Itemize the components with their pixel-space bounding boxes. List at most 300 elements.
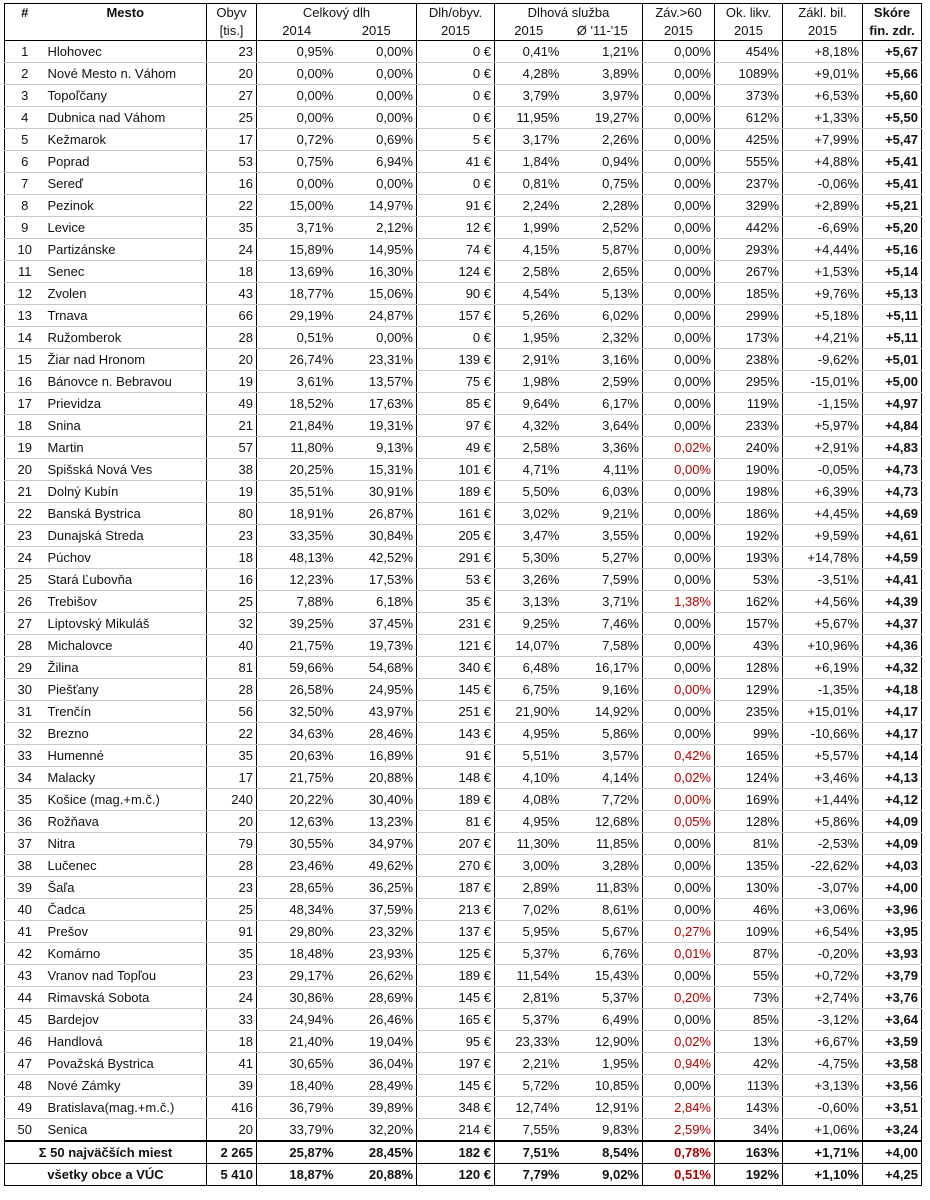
table-row bbox=[5, 789, 922, 811]
score: +4,84 bbox=[863, 415, 922, 437]
overdue-60: 1,38% bbox=[643, 591, 715, 613]
debt-per-capita: 81 € bbox=[417, 811, 495, 833]
score: +5,47 bbox=[863, 129, 922, 151]
debt-service-2015: 2,21% bbox=[495, 1053, 563, 1075]
score: +5,66 bbox=[863, 63, 922, 85]
basic-balance: +4,21% bbox=[783, 327, 863, 349]
city-name: Ružomberok bbox=[45, 327, 207, 349]
basic-balance: -10,66% bbox=[783, 723, 863, 745]
overdue-60: 0,00% bbox=[643, 41, 715, 63]
overdue-60: 0,00% bbox=[643, 371, 715, 393]
debt-2015: 26,46% bbox=[337, 1009, 417, 1031]
liquidity: 185% bbox=[715, 283, 783, 305]
debt-per-capita: 74 € bbox=[417, 239, 495, 261]
debt-service-2015: 11,30% bbox=[495, 833, 563, 855]
debt-2015: 28,49% bbox=[337, 1075, 417, 1097]
score: +3,59 bbox=[863, 1031, 922, 1053]
table-row bbox=[5, 1119, 922, 1142]
basic-balance: +2,74% bbox=[783, 987, 863, 1009]
table-row bbox=[5, 239, 922, 261]
score: +4,18 bbox=[863, 679, 922, 701]
debt-service-avg: 12,91% bbox=[563, 1097, 643, 1119]
liquidity: 329% bbox=[715, 195, 783, 217]
debt-per-capita: 120 € bbox=[417, 1164, 495, 1186]
debt-service-2015: 4,08% bbox=[495, 789, 563, 811]
liquidity: 267% bbox=[715, 261, 783, 283]
score: +5,16 bbox=[863, 239, 922, 261]
population: 28 bbox=[207, 327, 257, 349]
debt-per-capita: 145 € bbox=[417, 679, 495, 701]
debt-service-avg: 7,59% bbox=[563, 569, 643, 591]
debt-2014: 26,74% bbox=[257, 349, 337, 371]
liquidity: 173% bbox=[715, 327, 783, 349]
debt-service-2015: 0,81% bbox=[495, 173, 563, 195]
debt-2015: 24,95% bbox=[337, 679, 417, 701]
debt-2014: 18,77% bbox=[257, 283, 337, 305]
rank: 1 bbox=[5, 41, 45, 63]
debt-per-capita: 251 € bbox=[417, 701, 495, 723]
score: +5,67 bbox=[863, 41, 922, 63]
debt-service-avg: 5,27% bbox=[563, 547, 643, 569]
debt-service-avg: 7,46% bbox=[563, 613, 643, 635]
basic-balance: -15,01% bbox=[783, 371, 863, 393]
debt-2014: 18,48% bbox=[257, 943, 337, 965]
debt-2015: 2,12% bbox=[337, 217, 417, 239]
header-cell: 2015 bbox=[337, 22, 417, 41]
liquidity: 235% bbox=[715, 701, 783, 723]
liquidity: 169% bbox=[715, 789, 783, 811]
population: 16 bbox=[207, 569, 257, 591]
rank: 11 bbox=[5, 261, 45, 283]
population: 22 bbox=[207, 195, 257, 217]
liquidity: 128% bbox=[715, 811, 783, 833]
table-row bbox=[5, 613, 922, 635]
debt-2015: 6,94% bbox=[337, 151, 417, 173]
city-name: Zvolen bbox=[45, 283, 207, 305]
debt-2015: 20,88% bbox=[337, 767, 417, 789]
city-name: Žiar nad Hronom bbox=[45, 349, 207, 371]
debt-2015: 49,62% bbox=[337, 855, 417, 877]
rank: 17 bbox=[5, 393, 45, 415]
population: 39 bbox=[207, 1075, 257, 1097]
debt-service-2015: 11,95% bbox=[495, 107, 563, 129]
liquidity: 163% bbox=[715, 1141, 783, 1164]
debt-2014: 15,89% bbox=[257, 239, 337, 261]
debt-2014: 21,84% bbox=[257, 415, 337, 437]
debt-service-avg: 12,90% bbox=[563, 1031, 643, 1053]
overdue-60: 0,00% bbox=[643, 789, 715, 811]
header-cell: Záv.>60 bbox=[643, 4, 715, 23]
city-name: Handlová bbox=[45, 1031, 207, 1053]
city-name: Košice (mag.+m.č.) bbox=[45, 789, 207, 811]
debt-service-avg: 14,92% bbox=[563, 701, 643, 723]
debt-service-2015: 3,47% bbox=[495, 525, 563, 547]
rank: 37 bbox=[5, 833, 45, 855]
header-cell: Dlh/obyv. bbox=[417, 4, 495, 23]
population: 49 bbox=[207, 393, 257, 415]
overdue-60: 0,00% bbox=[643, 349, 715, 371]
debt-service-2015: 12,74% bbox=[495, 1097, 563, 1119]
debt-service-2015: 7,02% bbox=[495, 899, 563, 921]
score: +4,00 bbox=[863, 877, 922, 899]
rank: 30 bbox=[5, 679, 45, 701]
overdue-60: 0,00% bbox=[643, 723, 715, 745]
rank: 41 bbox=[5, 921, 45, 943]
debt-service-avg: 5,37% bbox=[563, 987, 643, 1009]
rank: 33 bbox=[5, 745, 45, 767]
debt-service-2015: 5,95% bbox=[495, 921, 563, 943]
basic-balance: +6,19% bbox=[783, 657, 863, 679]
rank: 7 bbox=[5, 173, 45, 195]
header-cell: 2015 bbox=[417, 22, 495, 41]
summary-row bbox=[5, 1164, 922, 1186]
debt-service-avg: 6,17% bbox=[563, 393, 643, 415]
debt-service-avg: 3,16% bbox=[563, 349, 643, 371]
city-name: Rimavská Sobota bbox=[45, 987, 207, 1009]
basic-balance: +2,89% bbox=[783, 195, 863, 217]
table-row bbox=[5, 701, 922, 723]
overdue-60: 0,00% bbox=[643, 613, 715, 635]
population: 20 bbox=[207, 811, 257, 833]
population: 35 bbox=[207, 217, 257, 239]
score: +4,97 bbox=[863, 393, 922, 415]
debt-2015: 23,31% bbox=[337, 349, 417, 371]
table-row bbox=[5, 437, 922, 459]
basic-balance: +4,45% bbox=[783, 503, 863, 525]
liquidity: 237% bbox=[715, 173, 783, 195]
city-name: Bratislava(mag.+m.č.) bbox=[45, 1097, 207, 1119]
basic-balance: -22,62% bbox=[783, 855, 863, 877]
table-row bbox=[5, 415, 922, 437]
liquidity: 119% bbox=[715, 393, 783, 415]
city-name: Púchov bbox=[45, 547, 207, 569]
debt-2014: 18,87% bbox=[257, 1164, 337, 1186]
liquidity: 124% bbox=[715, 767, 783, 789]
table-row bbox=[5, 151, 922, 173]
debt-2014: 0,95% bbox=[257, 41, 337, 63]
score: +3,96 bbox=[863, 899, 922, 921]
rank: 46 bbox=[5, 1031, 45, 1053]
population: 40 bbox=[207, 635, 257, 657]
rank: 3 bbox=[5, 85, 45, 107]
debt-service-2015: 4,71% bbox=[495, 459, 563, 481]
table-row bbox=[5, 305, 922, 327]
debt-per-capita: 5 € bbox=[417, 129, 495, 151]
population: 53 bbox=[207, 151, 257, 173]
table-row bbox=[5, 767, 922, 789]
debt-service-2015: 2,24% bbox=[495, 195, 563, 217]
debt-2015: 39,89% bbox=[337, 1097, 417, 1119]
rank: 16 bbox=[5, 371, 45, 393]
debt-service-avg: 3,64% bbox=[563, 415, 643, 437]
overdue-60: 2,84% bbox=[643, 1097, 715, 1119]
debt-2014: 33,35% bbox=[257, 525, 337, 547]
debt-service-2015: 23,33% bbox=[495, 1031, 563, 1053]
basic-balance: +0,72% bbox=[783, 965, 863, 987]
score: +4,09 bbox=[863, 833, 922, 855]
population: 23 bbox=[207, 877, 257, 899]
debt-service-2015: 4,32% bbox=[495, 415, 563, 437]
overdue-60: 0,00% bbox=[643, 283, 715, 305]
debt-per-capita: 145 € bbox=[417, 987, 495, 1009]
liquidity: 373% bbox=[715, 85, 783, 107]
table-row bbox=[5, 1075, 922, 1097]
debt-2014: 21,75% bbox=[257, 635, 337, 657]
header-cell: 2015 bbox=[715, 22, 783, 41]
score: +4,59 bbox=[863, 547, 922, 569]
city-name: Spišská Nová Ves bbox=[45, 459, 207, 481]
debt-service-avg: 6,03% bbox=[563, 481, 643, 503]
overdue-60: 0,00% bbox=[643, 415, 715, 437]
debt-service-avg: 7,72% bbox=[563, 789, 643, 811]
rank: 6 bbox=[5, 151, 45, 173]
debt-service-avg: 3,89% bbox=[563, 63, 643, 85]
debt-per-capita: 91 € bbox=[417, 195, 495, 217]
debt-2014: 23,46% bbox=[257, 855, 337, 877]
table-row bbox=[5, 481, 922, 503]
debt-service-2015: 3,17% bbox=[495, 129, 563, 151]
table-row bbox=[5, 547, 922, 569]
debt-2014: 0,00% bbox=[257, 173, 337, 195]
basic-balance: +1,33% bbox=[783, 107, 863, 129]
debt-2015: 14,97% bbox=[337, 195, 417, 217]
city-name: Stará Ľubovňa bbox=[45, 569, 207, 591]
debt-2015: 15,06% bbox=[337, 283, 417, 305]
overdue-60: 0,00% bbox=[643, 195, 715, 217]
table-row bbox=[5, 965, 922, 987]
debt-service-avg: 16,17% bbox=[563, 657, 643, 679]
debt-2015: 26,62% bbox=[337, 965, 417, 987]
overdue-60: 0,00% bbox=[643, 701, 715, 723]
debt-2014: 20,22% bbox=[257, 789, 337, 811]
basic-balance: -0,05% bbox=[783, 459, 863, 481]
debt-2014: 18,91% bbox=[257, 503, 337, 525]
header-cell: Skóre bbox=[863, 4, 922, 23]
liquidity: 34% bbox=[715, 1119, 783, 1142]
city-name: Prievidza bbox=[45, 393, 207, 415]
debt-service-2015: 1,84% bbox=[495, 151, 563, 173]
header-cell bbox=[5, 22, 45, 41]
table-row bbox=[5, 261, 922, 283]
rank: 14 bbox=[5, 327, 45, 349]
debt-2014: 30,86% bbox=[257, 987, 337, 1009]
debt-service-2015: 2,89% bbox=[495, 877, 563, 899]
liquidity: 186% bbox=[715, 503, 783, 525]
debt-service-avg: 3,28% bbox=[563, 855, 643, 877]
city-name: Prešov bbox=[45, 921, 207, 943]
basic-balance: -0,06% bbox=[783, 173, 863, 195]
rank: 42 bbox=[5, 943, 45, 965]
liquidity: 193% bbox=[715, 547, 783, 569]
score: +3,51 bbox=[863, 1097, 922, 1119]
overdue-60: 0,00% bbox=[643, 547, 715, 569]
debt-service-2015: 0,41% bbox=[495, 41, 563, 63]
liquidity: 192% bbox=[715, 525, 783, 547]
debt-service-2015: 2,81% bbox=[495, 987, 563, 1009]
debt-2015: 42,52% bbox=[337, 547, 417, 569]
basic-balance: +5,57% bbox=[783, 745, 863, 767]
debt-2015: 54,68% bbox=[337, 657, 417, 679]
table-row bbox=[5, 283, 922, 305]
city-name: Hlohovec bbox=[45, 41, 207, 63]
debt-2014: 28,65% bbox=[257, 877, 337, 899]
table-row bbox=[5, 921, 922, 943]
header-cell: 2015 bbox=[643, 22, 715, 41]
header-cell: Obyv bbox=[207, 4, 257, 23]
population: 81 bbox=[207, 657, 257, 679]
debt-2015: 36,04% bbox=[337, 1053, 417, 1075]
debt-per-capita: 101 € bbox=[417, 459, 495, 481]
table-body bbox=[5, 41, 922, 1142]
debt-service-avg: 11,83% bbox=[563, 877, 643, 899]
population: 80 bbox=[207, 503, 257, 525]
score: +5,21 bbox=[863, 195, 922, 217]
overdue-60: 0,00% bbox=[643, 899, 715, 921]
debt-2015: 15,31% bbox=[337, 459, 417, 481]
debt-service-avg: 3,97% bbox=[563, 85, 643, 107]
liquidity: 81% bbox=[715, 833, 783, 855]
debt-2015: 0,00% bbox=[337, 107, 417, 129]
debt-2015: 24,87% bbox=[337, 305, 417, 327]
rank: 23 bbox=[5, 525, 45, 547]
liquidity: 299% bbox=[715, 305, 783, 327]
city-name: Čadca bbox=[45, 899, 207, 921]
overdue-60: 0,00% bbox=[643, 261, 715, 283]
overdue-60: 0,00% bbox=[643, 173, 715, 195]
city-name: Pezinok bbox=[45, 195, 207, 217]
debt-service-avg: 19,27% bbox=[563, 107, 643, 129]
score: +4,41 bbox=[863, 569, 922, 591]
summary-row bbox=[5, 1141, 922, 1164]
debt-2015: 23,32% bbox=[337, 921, 417, 943]
score: +5,41 bbox=[863, 151, 922, 173]
debt-per-capita: 205 € bbox=[417, 525, 495, 547]
basic-balance: -4,75% bbox=[783, 1053, 863, 1075]
city-name: Šaľa bbox=[45, 877, 207, 899]
debt-2014: 18,52% bbox=[257, 393, 337, 415]
table-row bbox=[5, 679, 922, 701]
debt-2015: 6,18% bbox=[337, 591, 417, 613]
basic-balance: -3,07% bbox=[783, 877, 863, 899]
debt-2014: 15,00% bbox=[257, 195, 337, 217]
debt-service-avg: 15,43% bbox=[563, 965, 643, 987]
city-name: Rožňava bbox=[45, 811, 207, 833]
city-name: Humenné bbox=[45, 745, 207, 767]
debt-service-2015: 4,95% bbox=[495, 723, 563, 745]
basic-balance: +8,18% bbox=[783, 41, 863, 63]
debt-per-capita: 189 € bbox=[417, 965, 495, 987]
table-row bbox=[5, 393, 922, 415]
city-name: Partizánske bbox=[45, 239, 207, 261]
basic-balance: +5,97% bbox=[783, 415, 863, 437]
basic-balance: +5,86% bbox=[783, 811, 863, 833]
debt-2015: 0,00% bbox=[337, 63, 417, 85]
table-row bbox=[5, 1097, 922, 1119]
table-row bbox=[5, 85, 922, 107]
population: 18 bbox=[207, 261, 257, 283]
debt-2014: 20,63% bbox=[257, 745, 337, 767]
rank: 24 bbox=[5, 547, 45, 569]
debt-2014: 0,75% bbox=[257, 151, 337, 173]
debt-per-capita: 189 € bbox=[417, 789, 495, 811]
rank: 5 bbox=[5, 129, 45, 151]
overdue-60: 0,00% bbox=[643, 481, 715, 503]
debt-service-avg: 9,83% bbox=[563, 1119, 643, 1142]
debt-2015: 13,23% bbox=[337, 811, 417, 833]
debt-service-avg: 2,65% bbox=[563, 261, 643, 283]
liquidity: 1089% bbox=[715, 63, 783, 85]
liquidity: 53% bbox=[715, 569, 783, 591]
score: +5,60 bbox=[863, 85, 922, 107]
rank: 25 bbox=[5, 569, 45, 591]
debt-per-capita: 148 € bbox=[417, 767, 495, 789]
liquidity: 43% bbox=[715, 635, 783, 657]
city-name: Nové Zámky bbox=[45, 1075, 207, 1097]
city-name: Bardejov bbox=[45, 1009, 207, 1031]
score: +4,39 bbox=[863, 591, 922, 613]
debt-2014: 32,50% bbox=[257, 701, 337, 723]
score: +4,17 bbox=[863, 701, 922, 723]
rank: 44 bbox=[5, 987, 45, 1009]
basic-balance: +1,44% bbox=[783, 789, 863, 811]
population: 57 bbox=[207, 437, 257, 459]
basic-balance: +5,18% bbox=[783, 305, 863, 327]
debt-2014: 0,00% bbox=[257, 63, 337, 85]
table-row bbox=[5, 217, 922, 239]
liquidity: 42% bbox=[715, 1053, 783, 1075]
population: 23 bbox=[207, 525, 257, 547]
debt-2014: 39,25% bbox=[257, 613, 337, 635]
population: 20 bbox=[207, 349, 257, 371]
score: +3,79 bbox=[863, 965, 922, 987]
rank: 32 bbox=[5, 723, 45, 745]
debt-service-2015: 1,98% bbox=[495, 371, 563, 393]
score: +4,09 bbox=[863, 811, 922, 833]
debt-per-capita: 125 € bbox=[417, 943, 495, 965]
debt-per-capita: 143 € bbox=[417, 723, 495, 745]
overdue-60: 0,78% bbox=[643, 1141, 715, 1164]
debt-2015: 30,91% bbox=[337, 481, 417, 503]
debt-2014: 33,79% bbox=[257, 1119, 337, 1142]
overdue-60: 0,00% bbox=[643, 503, 715, 525]
debt-per-capita: 0 € bbox=[417, 327, 495, 349]
header-cell: 2014 bbox=[257, 22, 337, 41]
liquidity: 85% bbox=[715, 1009, 783, 1031]
city-name: Liptovský Mikuláš bbox=[45, 613, 207, 635]
population: 16 bbox=[207, 173, 257, 195]
header-cell: 2015 bbox=[783, 22, 863, 41]
debt-2015: 28,46% bbox=[337, 723, 417, 745]
basic-balance: -1,15% bbox=[783, 393, 863, 415]
debt-2015: 0,00% bbox=[337, 85, 417, 107]
overdue-60: 0,00% bbox=[643, 635, 715, 657]
header-cell: fin. zdr. bbox=[863, 22, 922, 41]
debt-service-avg: 1,21% bbox=[563, 41, 643, 63]
population: 41 bbox=[207, 1053, 257, 1075]
header-cell: [tis.] bbox=[207, 22, 257, 41]
debt-per-capita: 207 € bbox=[417, 833, 495, 855]
city-name: Vranov nad Topľou bbox=[45, 965, 207, 987]
debt-2014: 21,75% bbox=[257, 767, 337, 789]
rank: 31 bbox=[5, 701, 45, 723]
debt-2014: 13,69% bbox=[257, 261, 337, 283]
city-name: Dolný Kubín bbox=[45, 481, 207, 503]
city-name: Trenčín bbox=[45, 701, 207, 723]
basic-balance: +1,10% bbox=[783, 1164, 863, 1186]
debt-service-avg: 4,14% bbox=[563, 767, 643, 789]
score: +5,20 bbox=[863, 217, 922, 239]
overdue-60: 0,00% bbox=[643, 569, 715, 591]
